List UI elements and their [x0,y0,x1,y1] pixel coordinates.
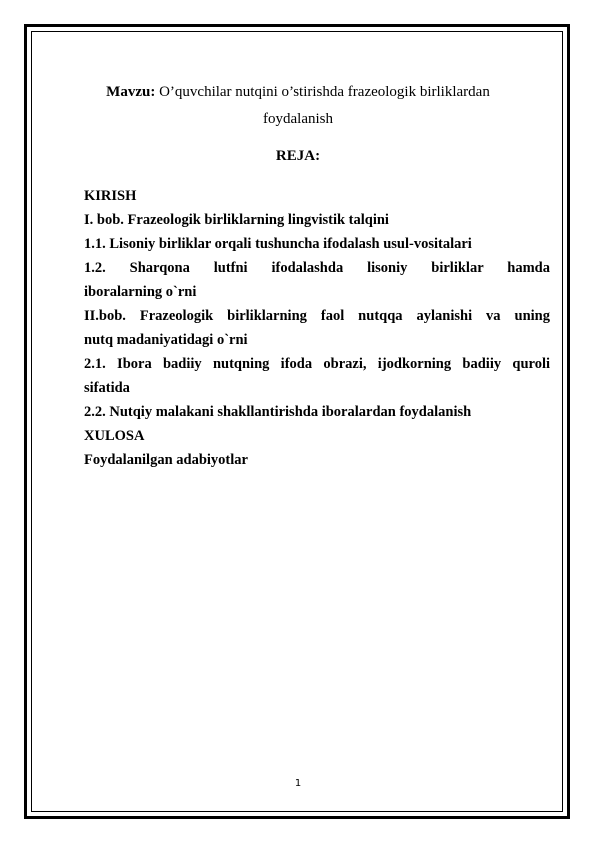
toc-section-1-2-line-1: 1.2. Sharqona lutfni ifodalashda lisoniy birliklar hamda [84,260,550,276]
toc-references: Foydalanilgan adabiyotlar [84,452,248,468]
toc-section-1-1: 1.1. Lisoniy birliklar orqali tushuncha ifodalash usul-vositalari [84,236,472,252]
plan-heading: REJA: [275,148,321,164]
toc-section-2-2: 2.2. Nutqiy malakani shakllantirishda iboralardan foydalanish [84,404,472,420]
toc-chapter-2-line-2: nutq madaniyatidagi o`rni [84,332,248,348]
title-text: O’quvchilar nutqini o’stirishda frazeologik birliklardan foydalanish [155,84,490,127]
toc-conclusion: XULOSA [84,428,145,444]
page-number: 1 [294,778,302,789]
toc-section-1-2-line-2: iboralarning o`rni [84,284,197,300]
toc-chapter-1: I. bob. Frazeologik birliklarning lingvistik talqini [84,212,389,228]
toc-section-2-1-line-2: sifatida [84,380,130,396]
toc-chapter-2-line-1: II.bob. Frazeologik birliklarning faol nutqqa aylanishi va uning [84,308,550,324]
title-label: Mavzu: [106,84,156,100]
table-of-contents [84,184,550,472]
document-title [96,79,500,133]
toc-intro: KIRISH [84,188,137,204]
toc-section-2-1-line-1: 2.1. Ibora badiiy nutqning ifoda obrazi, ijodkorning badiiy quroli [84,356,550,372]
